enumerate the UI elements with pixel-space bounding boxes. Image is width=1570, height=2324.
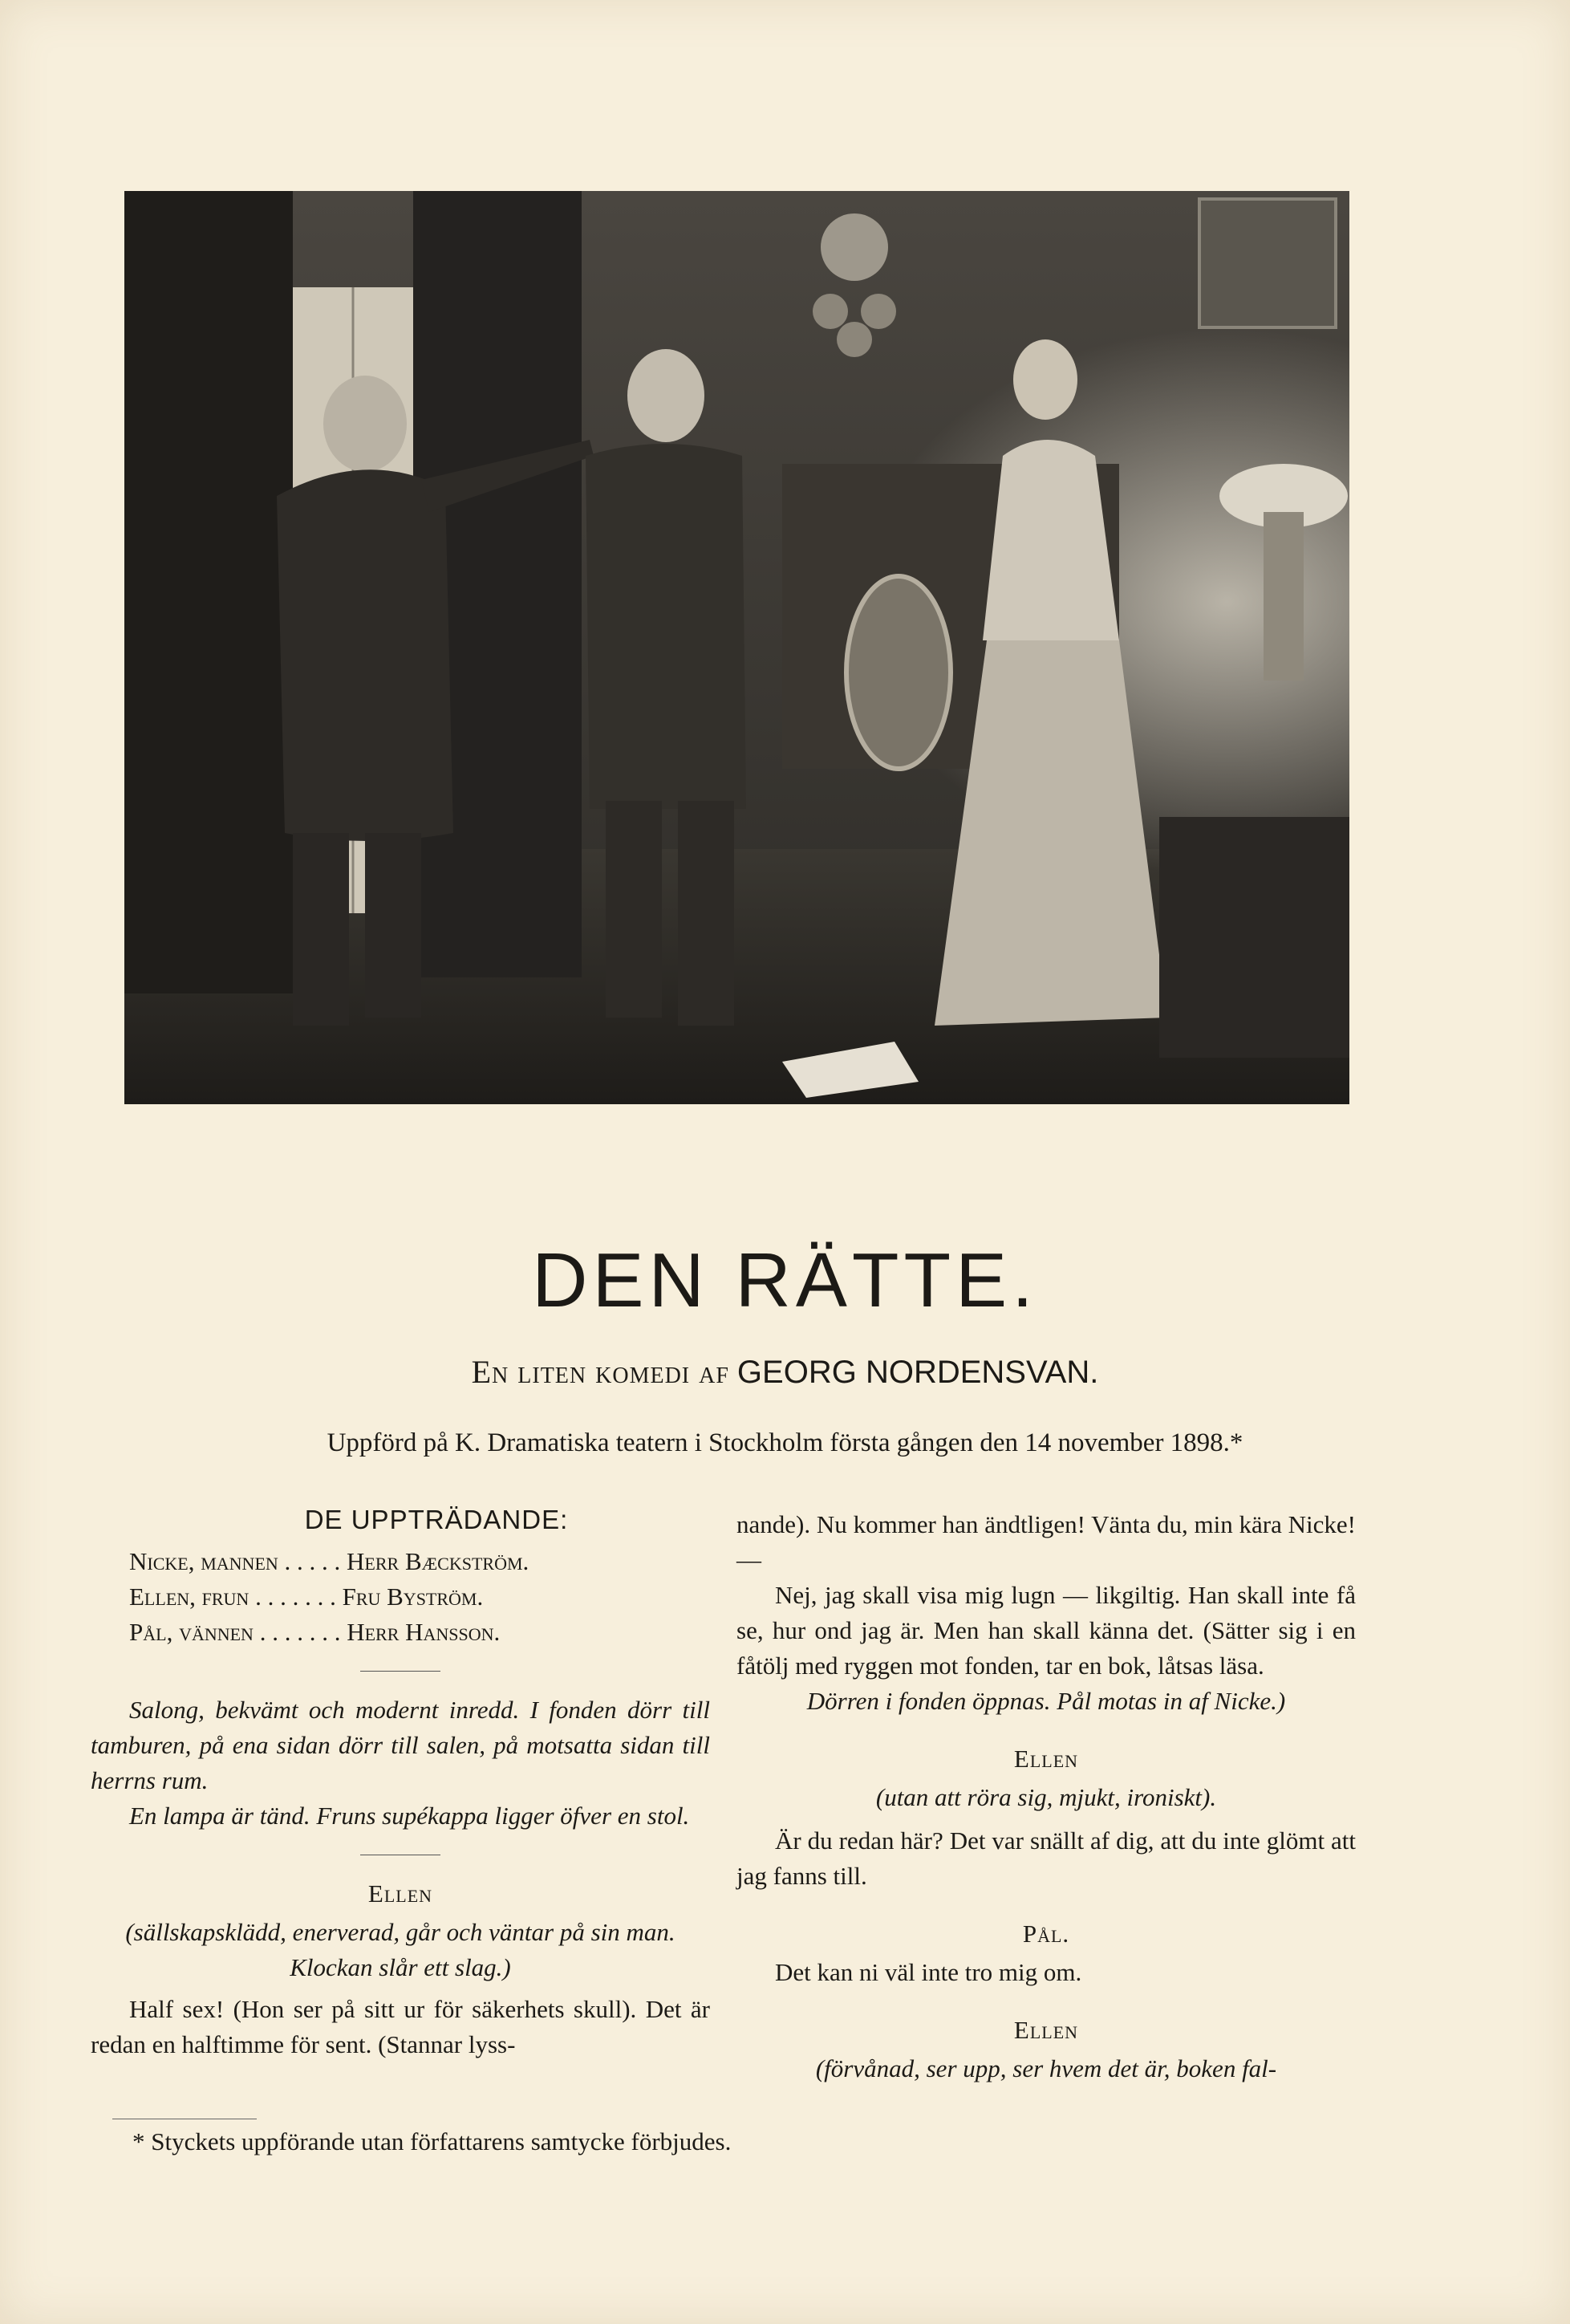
stage-setting: Salong, bekvämt och modernt inredd. I fonden dörr till tamburen, på ena sidan dörr till salen, på motsatta sidan till herrns rum.	[91, 1696, 710, 1794]
dialogue: Det kan ni väl inte tro mig om.	[775, 1958, 1082, 1986]
dialogue: Nej, jag skall visa mig lugn — likgiltig. Han skall inte få se, hur ond jag är. Men han skall känna det. (Sätter sig i en fåtölj med ryggen mot fonden, tar en bok, låtsas läsa.	[736, 1581, 1356, 1680]
section-divider	[360, 1671, 440, 1672]
subtitle-prefix: En liten komedi af	[471, 1354, 729, 1390]
play-title: DEN RÄTTE.	[532, 1237, 1038, 1323]
salon-scene-image	[124, 191, 1349, 1104]
stage-setting: En lampa är tänd. Fruns supékappa ligger öfver en stol.	[129, 1802, 690, 1830]
performance-note: Uppförd på K. Dramatiska teatern i Stockholm första gången den 14 november 1898.*	[327, 1428, 1243, 1457]
stage-direction: (förvånad, ser upp, ser hvem det är, boken fal-	[815, 2054, 1277, 2082]
cast-line: Nicke, mannen . . . . . Herr Bæckström.	[129, 1547, 529, 1575]
footnote: * Styckets uppförande utan författarens samtycke förbjudes.	[132, 2127, 732, 2155]
engraving-illustration	[124, 191, 1349, 1104]
speaker-name: Pål.	[1022, 1920, 1070, 1948]
speaker-name: Ellen	[1013, 2016, 1079, 2044]
speaker-name: Ellen	[1013, 1745, 1079, 1773]
speaker-name: Ellen	[367, 1879, 433, 1908]
cast-line: Pål, vännen . . . . . . . Herr Hansson.	[129, 1618, 501, 1646]
cast-line: Ellen, frun . . . . . . . Fru Byström.	[129, 1583, 484, 1611]
dialogue: nande). Nu kommer han ändtligen! Vänta du, min kära Nicke! —	[736, 1510, 1356, 1574]
author-name: GEORG NORDENSVAN.	[736, 1355, 1099, 1390]
play-subtitle	[0, 1356, 1570, 1388]
cast-heading: DE UPPTRÄDANDE:	[304, 1505, 569, 1534]
dialogue: Half sex! (Hon ser på sitt ur för säkerhets skull). Det är redan en halftimme för sent. (Stannar lyss-	[91, 1995, 710, 2058]
stage-direction: (utan att röra sig, mjukt, ironiskt).	[875, 1783, 1217, 1811]
right-column	[736, 1507, 1356, 2086]
stage-direction: (sällskapsklädd, enerverad, går och väntar på sin man. Klockan slår ett slag.)	[125, 1918, 675, 1981]
dialogue: Är du redan här? Det var snällt af dig, att du inte glömt att jag fanns till.	[736, 1826, 1356, 1890]
stage-direction: Dörren i fonden öppnas. Pål motas in af Nicke.)	[806, 1687, 1286, 1715]
left-column	[91, 1502, 710, 2062]
